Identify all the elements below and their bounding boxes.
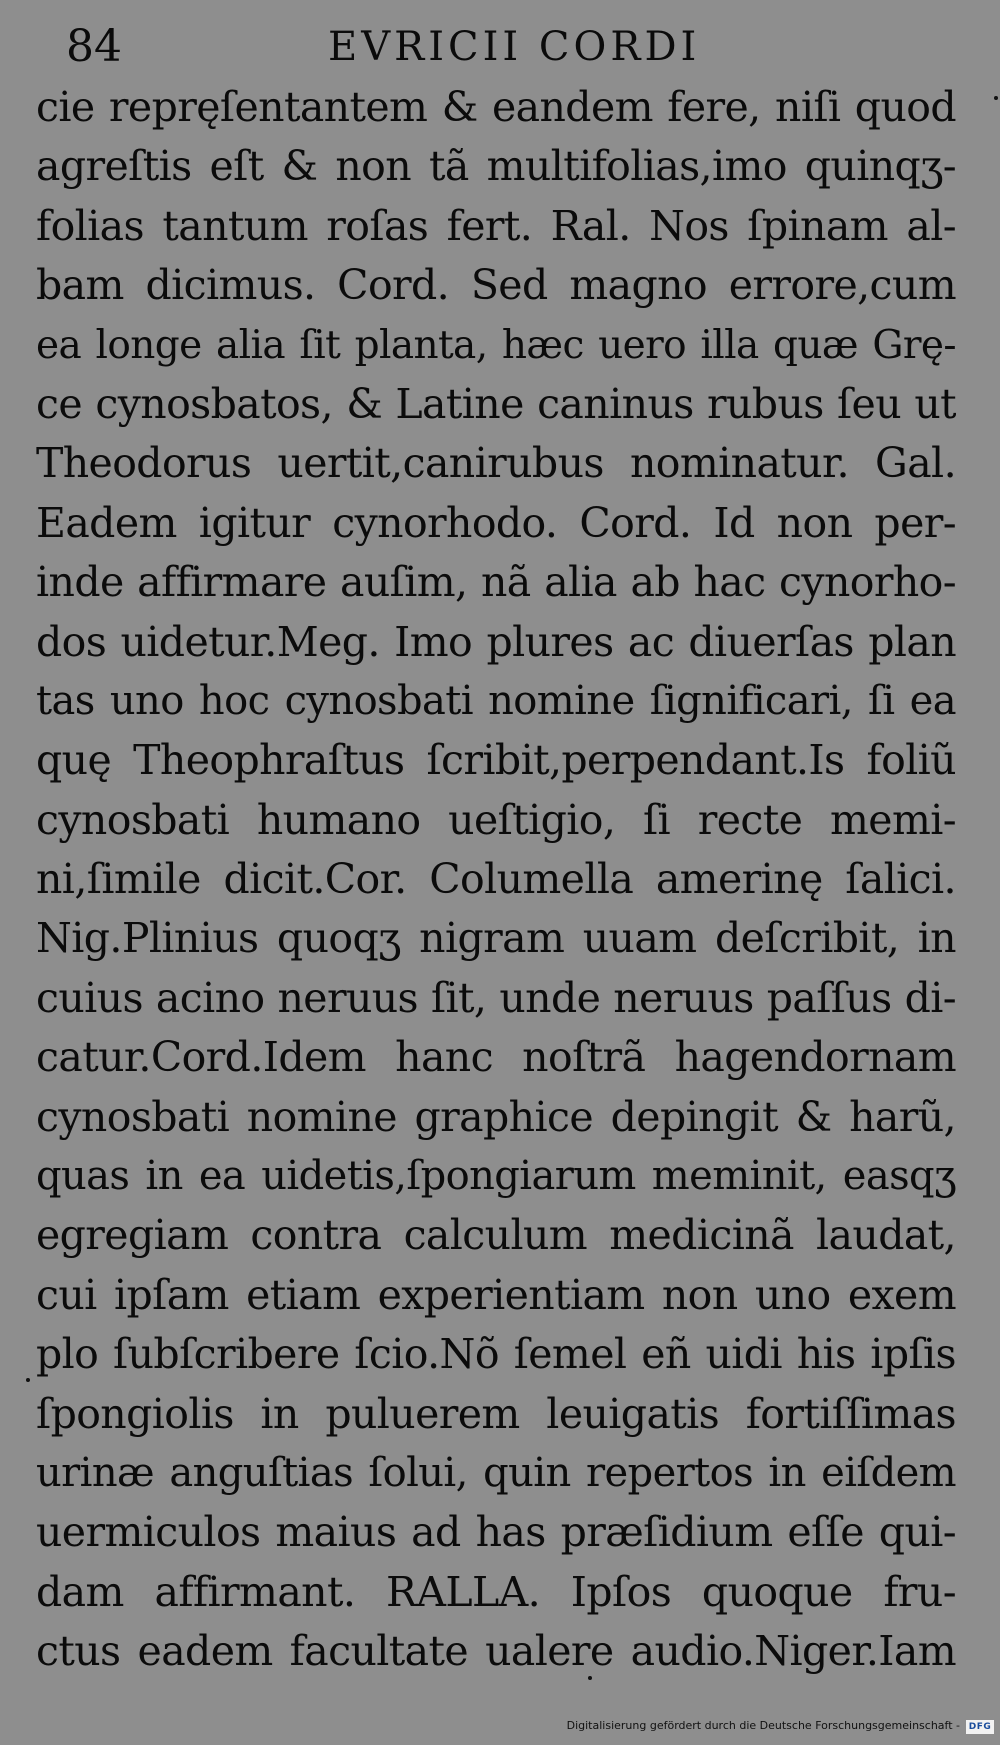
text-line: Theodorus uertit,canirubus nominatur. Gal. [36,439,956,488]
dfg-logo: DFG [966,1720,994,1734]
text-line: ea longe alia ſit planta, hæc uero illa quæ Grę- [36,322,956,368]
body-text [36,78,956,1682]
text-line: Nig.Plinius quoqʒ nigram uuam deſcribit, in [36,914,956,963]
text-line: ſpongiolis in puluerem leuigatis fortiſſimas [36,1389,956,1438]
page-number: 84 [66,21,122,72]
page-header [58,22,958,72]
text-line: plo ſubſcribere ſcio.Nõ ſemel eñ uidi his ipſis [36,1330,956,1379]
text-line: tas uno hoc cynosbati nomine ſignificari, ſi ea [36,677,956,724]
text-line: folias tantum roſas fert. Ral. Nos ſpinam al- [36,201,956,250]
text-line: Eadem igitur cynorhodo. Cord. Id non per- [36,498,956,547]
text-line: ctus eadem facultate ualere audio.Niger.Iam [36,1627,956,1676]
text-line: agreſtis eſt & non tã multifolias,imo quinqʒ- [36,142,956,191]
scan-speck [588,1676,592,1680]
text-line: uermiculos maius ad has præſidium eſſe qui- [36,1508,956,1557]
text-line: cynosbati humano ueſtigio, ſi recte memi- [36,795,956,844]
text-line: egregiam contra calculum medicinã laudat, [36,1211,956,1260]
text-line: bam dicimus. Cord. Sed magno errore,cum [36,261,956,310]
text-line: ni,ſimile dicit.Cor. Columella amerinę ſalici. [36,855,956,904]
text-line: cuius acino neruus ſit, unde neruus paſſus di- [36,973,956,1022]
digitization-credit: Digitalisierung gefördert durch die Deutsche Forschungsgemeinschaft - [566,1719,960,1732]
text-line: catur.Cord.Idem hanc noſtrã hagendornam [36,1033,956,1082]
text-line: inde affirmare auſim, nã alia ab hac cynorho- [36,558,956,607]
text-line: ce cynosbatos, & Latine caninus rubus ſeu ut [36,379,956,428]
text-line: quę Theophraſtus ſcribit,perpendant.Is foliũ [36,736,956,785]
running-head: EVRICII CORDI [328,24,701,70]
text-line: cie repręſentantem & eandem fere, niſi quod [36,83,956,131]
text-line: cynosbati nomine graphice depingit & harũ, [36,1092,956,1141]
text-line: dam affirmant. RALLA. Ipſos quoque fru- [36,1567,956,1616]
text-line: urinæ anguſtias ſolui, quin repertos in eiſdem [36,1449,956,1496]
scan-speck [994,96,998,100]
text-line: cui ipſam etiam experientiam non uno exem [36,1270,956,1319]
text-line: dos uidetur.Meg. Imo plures ac diuerſas plan [36,617,956,666]
scan-speck [26,1378,30,1382]
text-line: quas in ea uidetis,ſpongiarum meminit, easqʒ [36,1153,956,1200]
